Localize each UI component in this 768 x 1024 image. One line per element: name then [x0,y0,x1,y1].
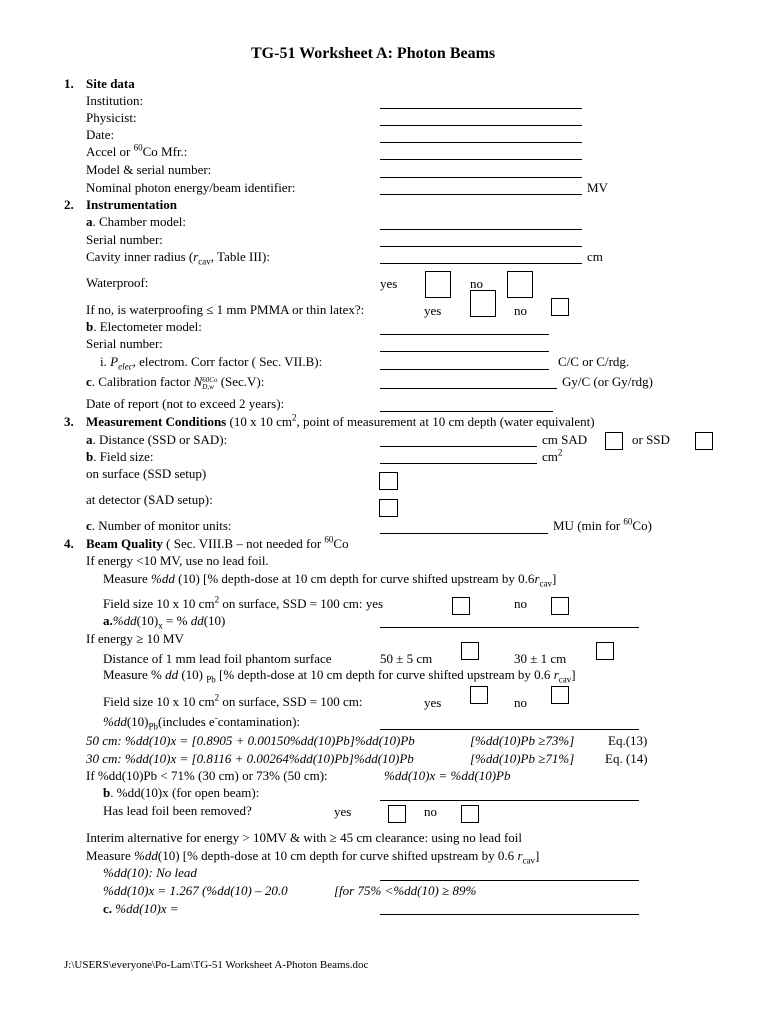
field-size-yes-label-2: yes [424,695,442,710]
low-dd10pb-equation: %dd(10)x = %dd(10)Pb [384,768,511,783]
lead-foil-removed-no-label: no [424,804,437,819]
field-size-no-checkbox-2[interactable] [551,686,569,704]
serial-number-field[interactable] [380,246,582,247]
distance-field[interactable] [380,446,537,447]
section-3-heading: Measurement Conditions (10 x 10 $cm^2$, point of measurement at 10 cm depth (water equivalent) [86,412,595,429]
field-size-no-label-2: no [514,695,527,710]
field-size-label: b. Field size: [86,449,154,464]
section-1-number: 1. [64,76,74,91]
or-ssd-label: or SSD [632,432,670,447]
footer-file-path: J:\USERS\everyone\Po-Lam\TG-51 Worksheet A-Photon Beams.doc [64,959,369,971]
equation-13-number: Eq.(13) [608,733,648,748]
sad-setup-checkbox[interactable] [379,499,398,517]
cavity-radius-label: Cavity inner radius ($r_{cav}$, Table III): [86,249,270,267]
dd10pb-label: $\%dd(10)_{Pb}(includes$ e-contamination): [103,712,301,732]
electrometer-model-field[interactable] [380,334,549,335]
section-4-number: 4. [64,536,74,551]
dd10x-open-beam-label: b. %dd(10)x (for open beam): [103,785,260,800]
calibration-unit: Gy/C (or Gy/rdg) [562,374,653,389]
report-date-label: Date of report (not to exceed 2 years): [86,396,285,411]
dd10pb-field[interactable] [380,729,639,730]
energy-less-than-10-note: If energy <10 MV, use no lead foil. [86,553,269,568]
serial-number-label: Serial number: [86,232,163,247]
physicist-label: Physicist: [86,110,137,125]
waterproof-label: Waterproof: [86,275,149,290]
measure-dd10pb-instruction: Measure % dd (10) $_{Pb}$ [% depth-dose at 10 cm depth for curve shifted upstream by 0.6 $r_{cav}$] [103,667,576,685]
waterproof-yes-checkbox[interactable] [425,271,451,298]
energy-ge-10-note: If energy ≥ 10 MV [86,631,184,646]
institution-label: Institution: [86,93,144,108]
date-field[interactable] [380,142,582,143]
measure-dd10-instruction: Measure %dd (10) [% depth-dose at 10 cm depth for curve shifted upstream by $0.6r_{cav}$] [103,571,557,589]
section-3-number: 3. [64,414,74,429]
waterproofing-no-checkbox[interactable] [551,298,569,316]
calibration-factor-label: c. Calibration factor N 60Co D,w (Sec.V): [86,374,265,391]
surface-setup-label: on surface (SSD setup) [86,466,207,481]
cm2-unit: $cm^2$ [542,447,563,464]
waterproofing-yes-label: yes [424,303,442,318]
electrometer-serial-label: Serial number: [86,336,163,351]
equation-30cm: 30 cm: %dd(10)x = [0.8116 + 0.00264%dd(10)Pb]%dd(10)Pb [86,751,414,766]
dd10x-open-beam-field[interactable] [380,800,639,801]
equation-50cm: 50 cm: %dd(10)x = [0.8905 + 0.00150%dd(10)Pb]%dd(10)Pb [86,733,415,748]
nominal-energy-label: Nominal photon energy/beam identifier: [86,180,296,195]
field-size-no-checkbox-1[interactable] [551,597,569,615]
pelec-label: i. $P_{elec}$, electrom. Corr factor ( Sec. VII.B): [100,354,323,372]
lead-foil-removed-no-checkbox[interactable] [461,805,479,823]
section-1-heading: Site data [86,76,135,91]
sad-checkbox[interactable] [605,432,623,450]
section-4-heading: Beam Quality ( Sec. VIII.B – not needed for $^{60}$Co [86,534,349,551]
page-title: TG-51 Worksheet A: Photon Beams [251,45,496,62]
waterproofing-no-label: no [514,303,527,318]
model-serial-field[interactable] [380,177,582,178]
dd10x-field-a[interactable] [380,627,639,628]
field-size-no-label-1: no [514,596,527,611]
low-dd10pb-condition: If %dd(10)Pb < 71% (30 cm) or 73% (50 cm): [86,768,328,783]
ssd-checkbox[interactable] [695,432,713,450]
monitor-units-label: c. Number of monitor units: [86,518,232,533]
field-size-yes-checkbox-1[interactable] [452,597,470,615]
waterproof-yes-label: yes [380,276,398,291]
section-2-heading: Instrumentation [86,197,178,212]
field-size-ssd-question-1: Field size 10 x 10 $cm^2$ on surface, SSD = 100 cm: yes [103,594,384,611]
calibration-factor-field[interactable] [380,388,557,389]
dd10-no-lead-label: %dd(10): No lead [103,865,197,880]
chamber-model-field[interactable] [380,229,582,230]
distance-30cm-label: 30 ± 1 cm [514,651,567,666]
physicist-field[interactable] [380,125,582,126]
distance-label: a. Distance (SSD or SAD): [86,432,228,447]
ssd-setup-checkbox[interactable] [379,472,398,490]
report-date-field[interactable] [380,411,553,412]
accel-label: Accel or $^{60}$Co Mfr.: [86,142,188,159]
pelec-unit: C/C or C/rdg. [558,354,630,369]
lead-foil-distance-label: Distance of 1 mm lead foil phantom surface [103,651,332,666]
field-size-ssd-question-2: Field size 10 x 10 $cm^2$ on surface, SSD = 100 cm: [103,692,363,709]
lead-foil-removed-yes-checkbox[interactable] [388,805,406,823]
equation-50cm-condition: [%dd(10)Pb ≥73%] [470,733,575,748]
pelec-field[interactable] [380,369,549,370]
accel-field[interactable] [380,159,582,160]
lead-foil-removed-question: Has lead foil been removed? [103,803,252,818]
equation-30cm-condition: [%dd(10)Pb ≥71%] [470,751,575,766]
cm-unit: cm [587,249,603,264]
lead-foil-removed-yes-label: yes [334,804,352,819]
detector-setup-label: at detector (SAD setup): [86,492,213,507]
dd10x-c-label: c. %dd(10)x = [103,901,179,916]
distance-50cm-label: 50 ± 5 cm [380,651,433,666]
institution-field[interactable] [380,108,582,109]
electrometer-serial-field[interactable] [380,351,549,352]
nominal-energy-field[interactable] [380,194,582,195]
field-size-yes-checkbox-2[interactable] [470,686,488,704]
field-size-field[interactable] [380,463,537,464]
dd10x-equals-label: $a.\%dd(10)_x$ = % dd(10) [103,613,226,631]
chamber-model-label: a. Chamber model: [86,214,187,229]
no-lead-formula-range: [for 75% <%dd(10) ≥ 89% [334,883,477,898]
waterproof-no-label: no [470,276,483,291]
waterproofing-question: If no, is waterproofing ≤ 1 mm PMMA or thin latex?: [86,302,365,317]
monitor-units-field[interactable] [380,533,548,534]
cm-sad-label: cm SAD [542,432,588,447]
dd10x-c-field[interactable] [380,914,639,915]
interim-alternative-note: Interim alternative for energy > 10MV & with ≥ 45 cm clearance: using no lead foil [86,830,522,845]
dd10-no-lead-field[interactable] [380,880,639,881]
electrometer-model-label: b. Electometer model: [86,319,202,334]
measure-dd10-no-lead-instruction: Measure %dd(10) [% depth-dose at 10 cm depth for curve shifted upstream by 0.6 $r_{cav}$] [86,848,540,866]
mu-unit: MU (min for $^{60}$Co) [553,516,652,533]
equation-14-number: Eq. (14) [605,751,648,766]
mv-unit: MV [587,180,608,195]
date-label: Date: [86,127,115,142]
model-serial-label: Model & serial number: [86,162,212,177]
waterproof-no-checkbox[interactable] [507,271,533,298]
no-lead-formula: %dd(10)x = 1.267 (%dd(10) – 20.0 [103,883,288,898]
section-2-number: 2. [64,197,74,212]
cavity-radius-field[interactable] [380,263,582,264]
distance-30cm-checkbox[interactable] [596,642,614,660]
distance-50cm-checkbox[interactable] [461,642,479,660]
waterproofing-yes-checkbox[interactable] [470,290,496,317]
